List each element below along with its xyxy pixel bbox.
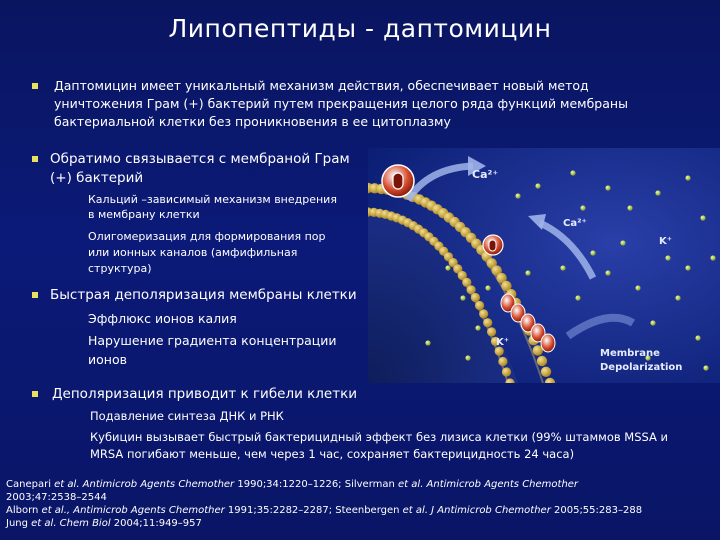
ion [560, 265, 565, 270]
lipid-head [475, 301, 484, 310]
ion [627, 205, 632, 210]
lipid-head [502, 367, 511, 376]
daptomycin-molecule [483, 235, 503, 255]
ion [635, 285, 640, 290]
ion [445, 265, 450, 270]
bullet-2-line-1: Обратимо связывается с мембраной Грам [50, 151, 350, 167]
bullet-3-sub-1: Эффлюкс ионов калия [88, 311, 237, 326]
ion [485, 285, 490, 290]
bullet-marker [32, 83, 38, 89]
bullet-2-sub-3: Олигомеризация для формирования пор [88, 230, 326, 243]
ion [700, 215, 705, 220]
bullet-2-sub-4: или ионных каналов (амфифильная [88, 246, 298, 259]
bullet-2-sub-5: структура) [88, 262, 152, 275]
lipid-head [541, 367, 551, 377]
ion [685, 265, 690, 270]
references [6, 478, 716, 530]
ca-label-2: Ca²⁺ [563, 218, 587, 229]
ion [580, 205, 585, 210]
membrane-illustration [368, 148, 720, 383]
lipid-head [467, 285, 476, 294]
ion [570, 170, 575, 175]
ion [685, 175, 690, 180]
ion [590, 250, 595, 255]
bullet-1-line-2: уничтожения Грам (+) бактерий путем прекращения целого ряда функций мембраны [54, 96, 628, 111]
bullet-3-sub-2: Нарушение градиента концентрации [88, 333, 337, 348]
ion [465, 355, 470, 360]
ion [695, 335, 700, 340]
k-label-1: K⁺ [659, 236, 673, 247]
lipid-head [487, 327, 496, 336]
bullet-2-line-2: (+) бактерий [50, 170, 144, 186]
lipid-head [537, 356, 547, 366]
ion [605, 270, 610, 275]
ion [535, 183, 540, 188]
bullet-marker [32, 391, 38, 397]
daptomycin-mechanism-figure [368, 148, 720, 383]
lipid-head [483, 318, 492, 327]
daptomycin-molecule [382, 165, 414, 197]
reference-line: 2003;47:2538–2544 [6, 492, 107, 503]
bullet-1-line-3: бактериальной клетки без проникновения в ее цитоплазму [54, 114, 451, 129]
ca-label-1: Ca²⁺ [472, 168, 499, 181]
ion [605, 185, 610, 190]
ion [575, 295, 580, 300]
lipid-head [479, 309, 488, 318]
lipid-head [471, 293, 480, 302]
slide-title: Липопептиды - даптомицин [168, 14, 552, 43]
bullet-4-sub-2: Кубицин вызывает быстрый бактерицидный эффект без лизиса клетки (99% штаммов MSSA и [90, 430, 669, 444]
bullet-2-sub-2: в мембрану клетки [88, 208, 200, 221]
ion [655, 190, 660, 195]
lipid-head [498, 357, 507, 366]
bullet-4-sub-1: Подавление синтеза ДНК и РНК [90, 409, 284, 423]
bullet-2-sub-1: Кальций –зависимый механизм внедрения [88, 193, 337, 206]
ion [703, 365, 708, 370]
ion [665, 255, 670, 260]
ion [475, 325, 480, 330]
ion [675, 295, 680, 300]
ion [525, 270, 530, 275]
ion [650, 320, 655, 325]
bullet-1-line-1: Даптомицин имеет уникальный механизм действия, обеспечивает новый метод [54, 78, 589, 93]
reference-line: Alborn et al., Antimicrob Agents Chemother 1991;35:2282–2287; Steenbergen et al. J Antimicrob Chemother 2005;55:283–288 [6, 505, 643, 516]
ion [425, 340, 430, 345]
depolarization-label-line-2: Depolarization [600, 362, 683, 373]
bullet-3-sub-3: ионов [88, 352, 127, 367]
ion [710, 255, 715, 260]
ion [460, 295, 465, 300]
depolarization-label-line-1: Membrane [600, 348, 660, 359]
bullet-4-sub-3: MRSA погибают меньше, чем через 1 час, сохраняет бактерицидность 24 часа) [90, 447, 575, 461]
k-label-2: K⁺ [496, 337, 510, 348]
reference-line: Canepari et al. Antimicrob Agents Chemother 1990;34:1220–1226; Silverman et al. Antimicrob Agents Chemother [6, 479, 579, 490]
daptomycin-subunit [541, 334, 555, 352]
ion [515, 193, 520, 198]
ion [620, 240, 625, 245]
bullet-marker [32, 292, 38, 298]
bullet-4-line-1: Деполяризация приводит к гибели клетки [52, 386, 358, 402]
reference-line: Jung et al. Chem Biol 2004;11:949–957 [6, 518, 202, 529]
bullet-3-line-1: Быстрая деполяризация мембраны клетки [50, 287, 357, 303]
bullet-marker [32, 156, 38, 162]
